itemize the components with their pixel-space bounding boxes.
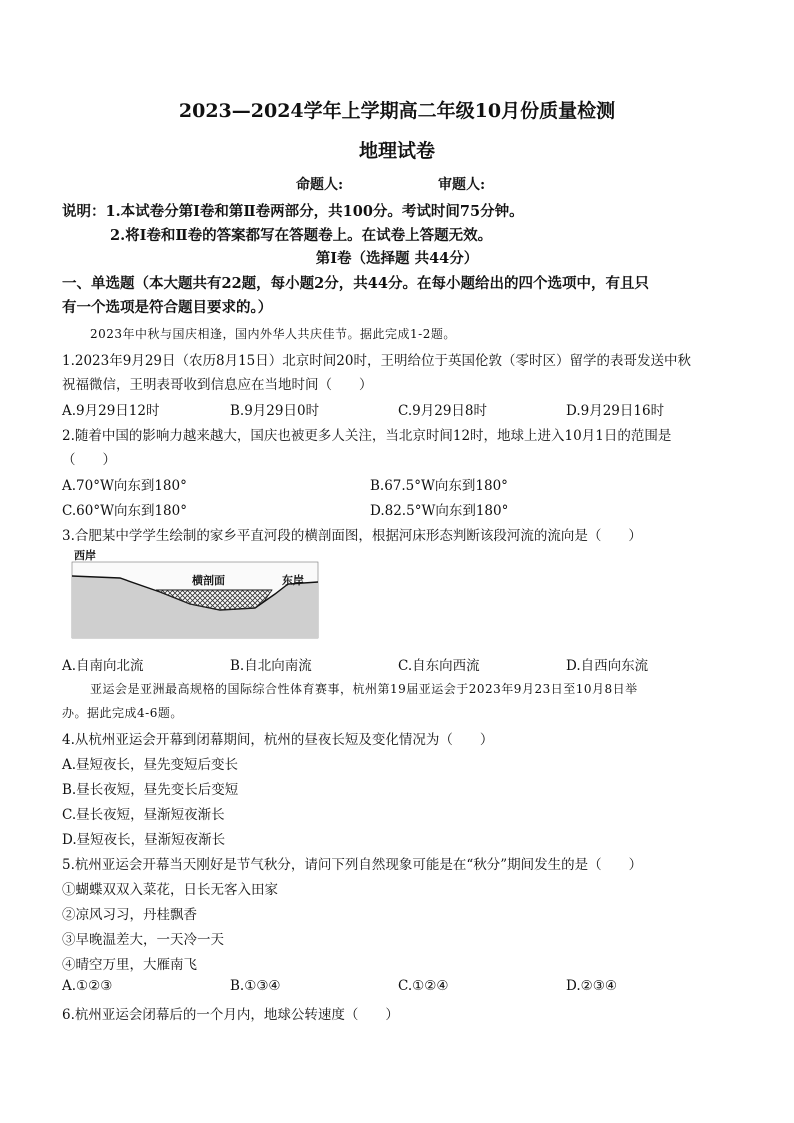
instruction-2: 2.将Ⅰ卷和Ⅱ卷的答案都写在答题卷上。在试卷上答题无效。 bbox=[110, 227, 493, 244]
intro-4-6-line-2: 办。据此完成4-6题。 bbox=[62, 706, 183, 720]
q3-options bbox=[62, 654, 762, 674]
q3-line-1: 3.合肥某中学学生绘制的家乡平直河段的横剖面图，根据河床形态判断该段河流的流向是（ ） bbox=[62, 528, 642, 544]
reviewer-label: 审题人: bbox=[438, 177, 486, 193]
q5-options bbox=[62, 978, 762, 994]
q3-option-c: C.自东向西流 bbox=[398, 658, 480, 674]
subject-title: 地理试卷 bbox=[358, 140, 435, 162]
q2-option-c: C.60°W向东到180° bbox=[62, 503, 187, 519]
q3-option-d: D.自西向东流 bbox=[566, 658, 649, 674]
q5-option-d: D.②③④ bbox=[566, 978, 617, 994]
exam-title: 2023—2024学年上学期高二年级10月份质量检测 bbox=[178, 100, 616, 122]
q4-line-1: 4.从杭州亚运会开幕到闭幕期间，杭州的昼夜长短及变化情况为（ ） bbox=[62, 732, 494, 748]
q4-option-d: D.昼短夜长，昼渐短夜渐长 bbox=[62, 832, 226, 848]
q2-line-1: 2.随着中国的影响力越来越大，国庆也被更多人关注，当北京时间12时，地球上进入10月1日的范围是 bbox=[62, 428, 672, 444]
river-cross-section-diagram bbox=[60, 548, 322, 644]
q1-option-d: D.9月29日16时 bbox=[566, 403, 665, 419]
q5-option-b: B.①③④ bbox=[230, 978, 281, 994]
q4-option-c: C.昼长夜短，昼渐短夜渐长 bbox=[62, 807, 225, 823]
q2-option-a: A.70°W向东到180° bbox=[62, 478, 187, 494]
q5-item-4: ④晴空万里，大雁南飞 bbox=[62, 957, 197, 973]
q4-option-b: B.昼长夜短，昼先变长后变短 bbox=[62, 782, 239, 798]
q5-option-a: A.①②③ bbox=[62, 978, 113, 994]
q6-line-1: 6.杭州亚运会闭幕后的一个月内，地球公转速度（ ） bbox=[62, 1007, 399, 1023]
east-bank-label: 东岸 bbox=[282, 574, 304, 587]
q5-line-1: 5.杭州亚运会开幕当天刚好是节气秋分，请问下列自然现象可能是在“秋分”期间发生的是（ ） bbox=[62, 857, 643, 873]
q1-option-c: C.9月29日8时 bbox=[398, 403, 487, 419]
cross-section-label: 横剖面 bbox=[192, 574, 225, 587]
q2-option-d: D.82.5°W向东到180° bbox=[370, 503, 509, 519]
west-bank-label: 西岸 bbox=[74, 549, 96, 562]
q2-line-2: （ ） bbox=[62, 452, 116, 468]
q4-option-a: A.昼短夜长，昼先变短后变长 bbox=[62, 757, 239, 773]
q3-option-a: A.自南向北流 bbox=[62, 658, 144, 674]
q5-option-c: C.①②④ bbox=[398, 978, 449, 994]
instruction-1: 说明：1.本试卷分第Ⅰ卷和第Ⅱ卷两部分，共100分。考试时间75分钟。 bbox=[62, 203, 524, 220]
part1-title: 第Ⅰ卷（选择题 共44分） bbox=[315, 250, 479, 267]
q2-options-row-2 bbox=[62, 499, 762, 519]
q1-options bbox=[62, 399, 762, 419]
q1-option-b: B.9月29日0时 bbox=[230, 403, 320, 419]
setter-label: 命题人: bbox=[296, 177, 344, 193]
intro-1-2: 2023年中秋与国庆相逢，国内外华人共庆佳节。据此完成1-2题。 bbox=[90, 327, 456, 341]
section-heading-1: 一、单选题（本大题共有22题，每小题2分，共44分。在每小题给出的四个选项中，有且只 bbox=[62, 275, 649, 292]
q2-options-row-1 bbox=[62, 474, 762, 494]
section-heading-2: 有一个选项是符合题目要求的。） bbox=[62, 299, 273, 316]
intro-4-6-line-1: 亚运会是亚洲最高规格的国际综合性体育赛事，杭州第19届亚运会于2023年9月23日至10月8日举 bbox=[90, 682, 638, 696]
q5-item-2: ②凉风习习，丹桂飘香 bbox=[62, 907, 197, 923]
q1-line-2: 祝福微信，王明表哥收到信息应在当地时间（ ） bbox=[62, 377, 373, 393]
q3-option-b: B.自北向南流 bbox=[230, 658, 312, 674]
q1-option-a: A.9月29日12时 bbox=[62, 403, 160, 419]
q2-option-b: B.67.5°W向东到180° bbox=[370, 478, 508, 494]
q1-line-1: 1.2023年9月29日（农历8月15日）北京时间20时，王明给位于英国伦敦（零时区）留学的表哥发送中秋 bbox=[62, 353, 691, 369]
q5-item-1: ①蝴蝶双双入菜花，日长无客入田家 bbox=[62, 882, 278, 898]
q5-item-3: ③早晚温差大，一天冷一天 bbox=[62, 932, 224, 948]
